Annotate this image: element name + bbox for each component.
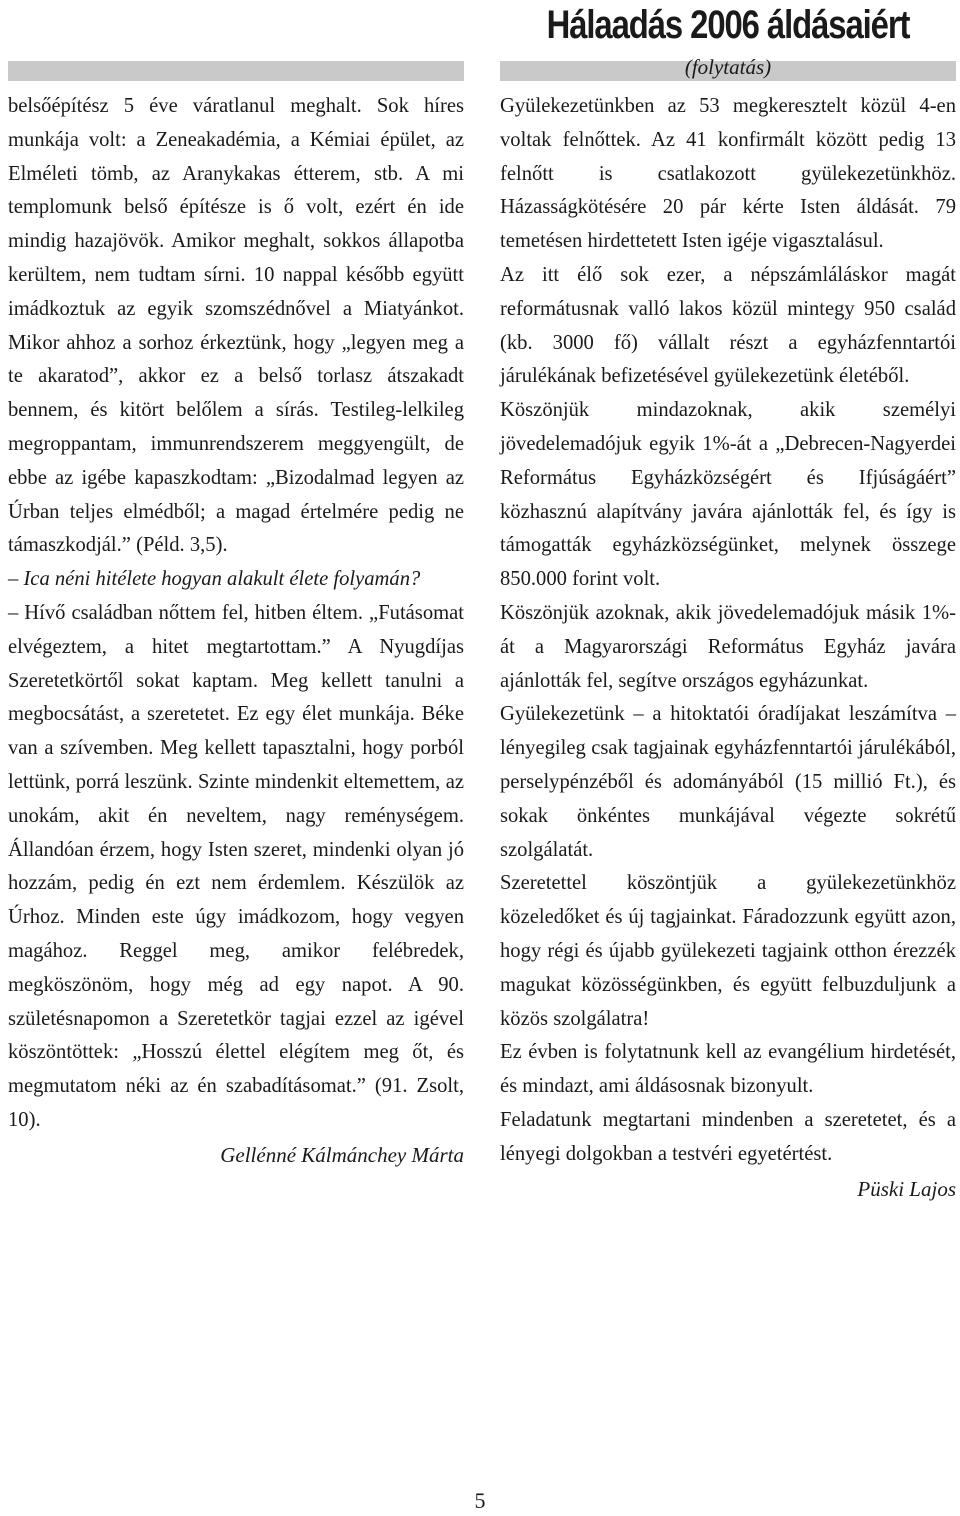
right-paragraph: Gyülekezetünkben az 53 megkeresztelt közül 4-en voltak felnőttek. Az 41 konfirmált között pedig 13 felnőtt is csatlakozott gyülekezetünkhöz. Házasságkötésére 20 pár kérte Isten áldását. 79 temetésen hirdettetett Isten igéje vigasztalásul. — [500, 95, 956, 253]
section-bar-right — [500, 55, 956, 81]
right-article-body — [500, 90, 956, 1172]
article-subtitle: (folytatás) — [684, 55, 772, 79]
left-paragraph: belsőépítész 5 éve váratlanul meghalt. Sok híres munkája volt: a Zeneakadémia, a Kémiai épület, az Elméleti tömb, az Aranykakas étterem, stb. A mi templomunk belső építésze is ő volt, ezért én ide mindig hazajövök. Amikor meghalt, sokkos állapotba kerültem, nem tudtam sírni. 10 nappal később együtt imádkoztuk az egyik szomszédnővel a Miatyánkot. Mikor ahhoz a sorhoz érkeztünk, hogy „legyen meg a te akaratod”, akkor ez a belső torlasz átszakadt bennem, és kitört belőlem a sírás. Testileg-lelkileg megroppantam, immunrendszerem meggyengült, de ebbe az igébe kapaszkodtam: „Bizodalmad legyen az Úrban teljes elmédből; a magad értelmére pedig ne támaszkodjál.” (Péld. 3,5). — [8, 95, 464, 557]
page-number: 5 — [474, 1488, 486, 1513]
right-paragraph: Ez évben is folytatnunk kell az evangélium hirdetését, és mindazt, ami áldásosnak bizonyult. — [500, 1041, 956, 1098]
left-paragraph: – Hívő családban nőttem fel, hitben éltem. „Futásomat elvégeztem, a hitet megtartottam.” A Nyugdíjas Szeretetkörtől sokat kaptam. Meg kellett tanulni a megbocsátást, a szeretetet. Ez egy élet munkája. Béke van a szívemben. Meg kellett tapasztalni, hogy porból lettünk, porrá leszünk. Szinte mindenkit eltemettem, az unokám, akit én neveltem, nagy reménységem. Állandóan érzem, hogy Isten szeret, mindenki olyan jó hozzám, pedig én ezt nem érdemlem. Készülök az Úrhoz. Minden este úgy imádkozom, hogy vegyen magához. Reggel meg, amikor felébredek, megköszönöm, hogy még ad egy napot. A 90. születésnapomon a Szeretetkör tagjai ezzel az igével köszöntöttek: „Hosszú élettel elégítem meg őt, és megmutatom néki az én szabadításomat.” (91. Zsolt, 10). — [8, 601, 464, 1131]
right-paragraph: Az itt élő sok ezer, a népszámláláskor magát reformátusnak valló lakos közül mintegy 950 család (kb. 3000 fő) vállalt részt a egyházfenntartói járulékának befizetésével gyülekezetünk életéből. — [500, 263, 956, 388]
left-column — [8, 0, 464, 1172]
article-title: Hálaadás 2006 áldásaiért — [546, 3, 910, 47]
section-bar-left — [8, 61, 464, 81]
right-column — [500, 0, 956, 1206]
interview-question: – Ica néni hitélete hogyan alakult élete folyamán? — [8, 568, 421, 591]
right-paragraph: Feladatunk megtartani mindenben a szeretetet, és a lényegi dolgokban a testvéri egyetértést. — [500, 1108, 956, 1165]
right-paragraph: Szeretettel köszöntjük a gyülekezetünkhöz közeledőket és új tagjainkat. Fáradozzunk együtt azon, hogy régi és újabb gyülekezeti tagjaink otthon érezzék magukat közösségünkben, és együtt felbuzduljunk a közös szolgálatra! — [500, 872, 956, 1030]
right-paragraph: Köszönjük mindazoknak, akik személyi jövedelemadójuk egyik 1%-át a „Debrecen-Nagyerdei Református Egyházközségért és Ifjúságáért” közhasznú alapítvány javára ajánlották fel, és így is támogatták egyházközségünket, melynek összege 850.000 forint volt. — [500, 399, 956, 591]
left-signature: Gellénné Kálmánchey Márta — [220, 1142, 464, 1167]
right-signature: Püski Lajos — [857, 1176, 956, 1201]
right-paragraph: Gyülekezetünk – a hitoktatói óradíjakat leszámítva – lényegileg csak tagjainak egyházfenntartói járulékából, perselypénzéből és adományából (15 millió Ft.), és sokak önkéntes munkájával végezte sokrétű szolgálatát. — [500, 703, 956, 861]
left-article-body — [8, 90, 464, 1138]
right-paragraph: Köszönjük azoknak, akik jövedelemadójuk másik 1%-át a Magyarországi Református Egyház javára ajánlották fel, segítve országos egyházunkat. — [500, 601, 956, 692]
